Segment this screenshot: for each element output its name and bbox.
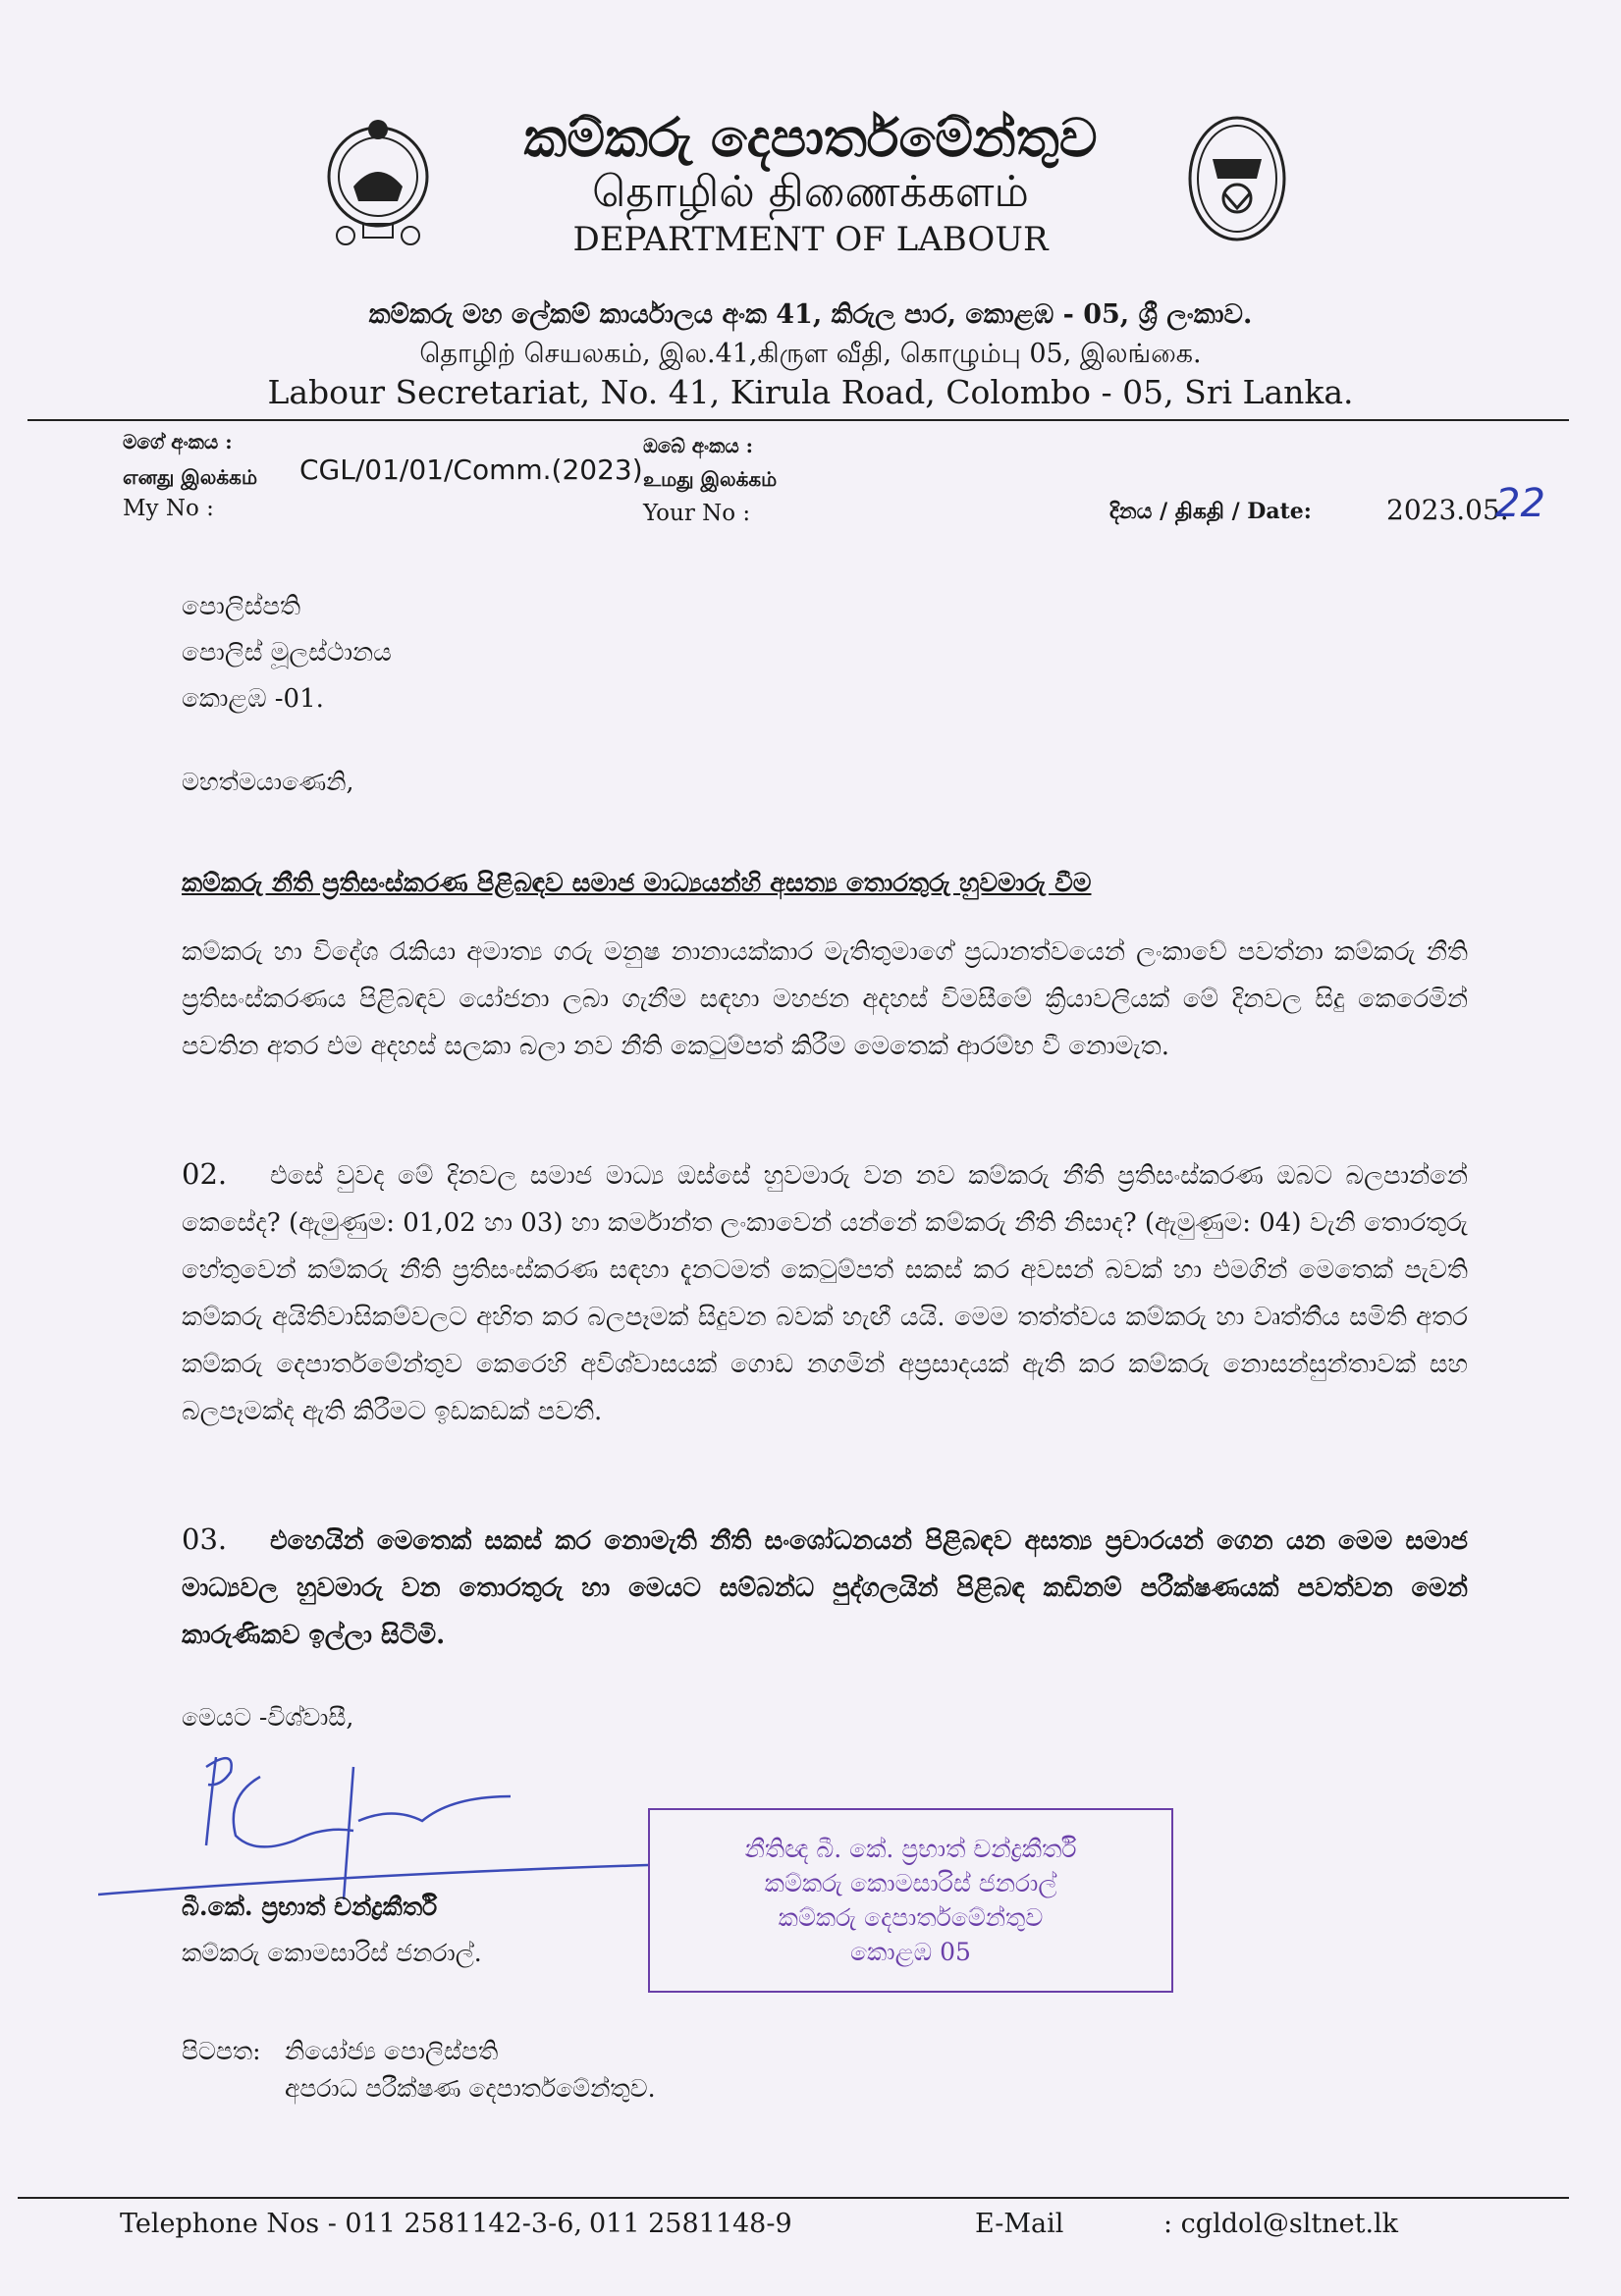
stamp-line-1: නීතිඥ බී. කේ. ප්‍රභාත් චන්ද්‍රකීර්ති [744, 1835, 1077, 1863]
address-sinhala: කම්කරු මහ ලේකම් කාර්යාලය අංක 41, කිරුල පාර, කොළඹ - 05, ශ්‍රී ලංකාව. [368, 299, 1253, 330]
addressee-line-2: පොලිස් මූලස්ථානය [182, 638, 392, 667]
addressee-line-3: කොළඹ -01. [182, 684, 324, 714]
paragraph-1 [182, 929, 1468, 1070]
date-label: දිනය / திகதி / Date: [1109, 499, 1312, 524]
department-title-english: DEPARTMENT OF LABOUR [572, 220, 1049, 259]
footer-email-label: E-Mail [975, 2209, 1064, 2239]
paragraph-3-text: එහෙයින් මෙතෙක් සකස් කර නොමැති නීති සංශෝධනයන් පිළිබඳව අසත්‍ය ප්‍රචාරයන් ගෙන යන මෙම සමාජ මාධ්‍යවල හුවමාරු වන තොරතුරු හා මෙයට සම්බන්ධ පුද්ගලයින් පිළිබඳ කඩිනම් පරීක්ෂණයක් පවත්වන මෙන් කාරුණිකව ඉල්ලා සිටිමි. [182, 1526, 1468, 1650]
closing: මෙයට -විශ්වාසී, [182, 1703, 354, 1732]
handwritten-signature [98, 1728, 648, 1904]
signatory-title: කම්කරු කොමසාරිස් ජනරාල්. [182, 1939, 482, 1967]
your-no-label-english: Your No : [643, 501, 751, 526]
letter-subject: කම්කරු නීති ප්‍රතිසංස්කරණ පිළිබඳව සමාජ මාධ්‍යයන්හි අසත්‍ය තොරතුරු හුවමාරු වීම [182, 869, 1092, 898]
official-stamp [648, 1808, 1173, 1993]
footer-email: : cgldol@sltnet.lk [1163, 2209, 1399, 2239]
your-no-label-tamil: உமது இலக்கம் [643, 467, 778, 491]
addressee-line-1: පොලිස්පති [182, 592, 301, 621]
date-value: 2023.05. [1386, 494, 1509, 526]
signatory-name: බී.කේ. ප්‍රභාත් චන්ද්‍රකීර්ති [182, 1893, 438, 1921]
paragraph-2 [182, 1150, 1468, 1435]
stamp-line-3: කම්කරු දෙපාර්තමේන්තුව [778, 1903, 1044, 1932]
copy-label: පිටපත: [182, 2037, 261, 2065]
footer-divider [18, 2197, 1569, 2199]
my-no-label-sinhala: මගේ අංකය : [123, 430, 233, 454]
my-no-label-english: My No : [123, 496, 214, 521]
footer-telephone-2: 011 2581148-9 [589, 2209, 792, 2239]
salutation: මහත්මයාණෙනි, [182, 768, 354, 796]
department-title-sinhala: කම්කරු දෙපාර්තමේන්තුව [523, 106, 1098, 169]
department-title-tamil: தொழில் திணைக்களம் [592, 167, 1029, 217]
address-tamil: தொழிற் செயலகம், இல.41,கிருள வீதி, கொழும்பு 05, இலங்கை. [419, 339, 1202, 369]
paragraph-2-number: 02. [182, 1157, 228, 1191]
address-english: Labour Secretariat, No. 41, Kirula Road, Colombo - 05, Sri Lanka. [267, 373, 1354, 411]
copy-recipient-line-2: අපරාධ පරීක්ෂණ දෙපාර්තමේන්තුව. [285, 2074, 656, 2103]
paragraph-3-number: 03. [182, 1522, 228, 1556]
paragraph-3 [182, 1516, 1468, 1659]
paragraph-2-text: එසේ වුවද මේ දිනවල සමාජ මාධ්‍ය ඔස්සේ හුවමාරු වන නව කම්කරු නීති ප්‍රතිසංස්කරණ ඔබට බලපාන්නේ කෙසේද? (ඇමුණුම: 01,02 හා 03) හා කර්මාන්ත ලංකාවෙන් යන්නේ කම්කරු නීති නිසාද? (ඇමුණුම: 04) වැනි තොරතුරු හේතුවෙන් කම්කරු නීති ප්‍රතිසංස්කරණ සඳහා දැනටමත් කෙටුම්පත් සකස් කර අවසන් බවක් හා එමගින් මෙතෙක් පැවති කම්කරු අයිතිවාසිකම්වලට අහිත කර බලපෑමක් සිදුවන බවක් හැඟී යයි. මෙම තත්ත්වය කම්කරු හා වෘත්තීය සමිති අතර කම්කරු දෙපාර්තමේන්තුව කෙරෙහි අවිශ්වාසයක් ගොඩ නගමින් අප්‍රසාදයක් ඇති කර කම්කරු නොසන්සුන්තාවක් සහ බලපෑමක්ද ඇති කිරීමට ඉඩකඩක් පවතී. [182, 1161, 1468, 1426]
my-no-label-tamil: எனது இலக்கம் [123, 465, 258, 489]
header-divider [27, 419, 1569, 421]
stamp-line-4: කොළඹ 05 [850, 1938, 971, 1966]
paragraph-1-text: කම්කරු හා විදේශ රැකියා අමාත්‍ය ගරු මනුෂ නානායක්කාර මැතිතුමාගේ ප්‍රධානත්වයෙන් ලංකාවේ පවත්නා කම්කරු නීති ප්‍රතිසංස්කරණය පිළිබඳව යෝජනා ලබා ගැනීම සඳහා මහජන අදහස් විමසීමේ ක්‍රියාවලියක් මේ දිනවල සිදු කෙරෙමින් පවතින අතර එම අදහස් සලකා බලා නව නීති කෙටුම්පත් කිරීම මෙතෙක් ආරම්භ වී නොමැත. [182, 937, 1468, 1061]
copy-recipient-line-1: නියෝජ්‍ය පොලිස්පති [285, 2037, 499, 2065]
stamp-line-2: කම්කරු කොමසාරිස් ජනරාල් [764, 1869, 1057, 1897]
your-no-label-sinhala: ඔබේ අංකය : [643, 434, 754, 457]
date-handwritten-day: 22 [1495, 481, 1545, 526]
my-no-value: CGL/01/01/Comm.(2023) [299, 454, 643, 486]
footer-telephone: Telephone Nos - 011 2581142-3-6, [120, 2209, 582, 2239]
